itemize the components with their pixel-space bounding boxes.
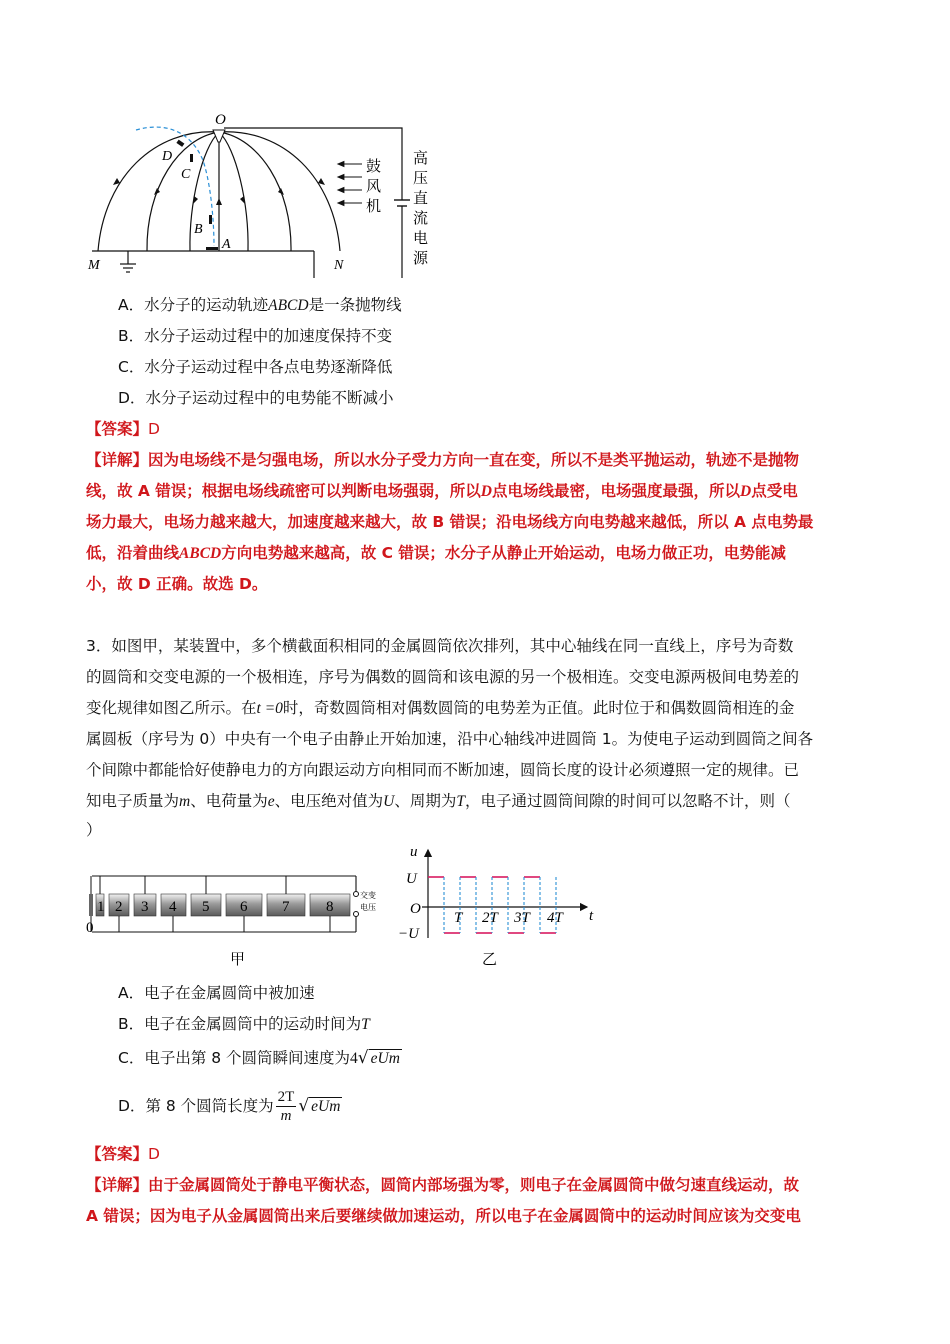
q3-stem-line-7: ） [86, 821, 102, 839]
tube-label-6: 6 [240, 899, 248, 915]
q2-detail-line-1: 【详解】因为电场线不是匀强电场，所以水分子受力方向一直在变，所以不是类平抛运动，轨迹不是抛物 [86, 451, 800, 469]
sqrt-symbol-d: √ [298, 1096, 310, 1116]
q3-stem-line-6: 知电子质量为m、电荷量为e、电压绝对值为U、周期为T，电子通过圆筒间隙的时间可以忽略不计，则（ [86, 792, 791, 810]
q2-option-b: B．水分子运动过程中的加速度保持不变 [118, 327, 393, 345]
q3-stem-line-1: 3．如图甲，某装置中，多个横截面积相同的金属圆筒依次排列，其中心轴线在同一直线上，序号为奇数 [86, 637, 794, 655]
tube-label-4: 4 [169, 899, 177, 915]
tick-label-3T: 3T [514, 910, 530, 926]
label-source-2: 压 [413, 169, 429, 187]
tick-label-4T: 4T [547, 910, 563, 926]
label-source-6: 源 [413, 249, 429, 267]
tube-label-8: 8 [326, 899, 334, 915]
label-N: N [334, 258, 344, 273]
q3-stem-line-3: 变化规律如图乙所示。在t =0时，奇数圆筒相对偶数圆筒的电势差为正值。此时位于和偶数圆筒相连的金 [86, 699, 795, 717]
label-C: C [181, 167, 191, 182]
axis-label-u: u [410, 844, 418, 860]
label-A: A [222, 237, 231, 252]
axis-label-t: t [589, 908, 594, 924]
label-B: B [194, 222, 203, 237]
label-source-4: 流 [413, 209, 429, 227]
q3-option-b: B．电子在金属圆筒中的运动时间为T [118, 1015, 370, 1033]
ac-voltage-label-1: 交变 [360, 891, 376, 900]
q2-detail-line-3: 场力最大，电场力越来越大，加速度越来越大，故 B 错误；沿电场线方向电势越来越低，所以 A 点电势最 [86, 513, 814, 531]
q3-option-a: A．电子在金属圆筒中被加速 [118, 984, 315, 1002]
q3-detail-line-1: 【详解】由于金属圆筒处于静电平衡状态，圆筒内部场强为零，则电子在金属圆筒中做匀速直线运动，故 [86, 1176, 800, 1194]
sqrt-symbol-c: √ [357, 1048, 369, 1068]
tube-label-2: 2 [115, 899, 123, 915]
q3-option-d: D．第 8 个圆筒长度为 $\frac{2T}{m}$ √ eUm [118, 1089, 341, 1124]
figure-caption-yi: 乙 [482, 950, 498, 968]
label-O: O [215, 112, 226, 128]
figure-caption-jia: 甲 [230, 950, 246, 968]
label-M: M [88, 258, 100, 273]
q3-detail-line-2: A 错误；因为电子从金属圆筒出来后要继续做加速运动，所以电子在金属圆筒中的运动时间应该为交变电 [86, 1207, 801, 1225]
label-origin-O: O [410, 901, 421, 917]
plate-zero-label: 0 [86, 920, 94, 936]
tube-label-7: 7 [282, 899, 290, 915]
label-neg-U: −U [398, 926, 419, 942]
q3-stem-line-5: 个间隙中都能恰好使静电力的方向跟运动方向相同而不断加速，圆筒长度的设计必须遵照一定的规律。已 [86, 761, 800, 779]
q2-option-a: A．水分子的运动轨迹ABCD是一条抛物线 [118, 296, 402, 314]
drift-tube-figure [84, 858, 384, 978]
label-source-1: 高 [413, 149, 429, 167]
electric-field-figure [84, 108, 444, 278]
q3-answer: 【答案】D [86, 1145, 160, 1163]
ac-voltage-label-2: 电压 [360, 903, 376, 912]
q2-answer: 【答案】D [86, 420, 160, 438]
q2-option-c: C．水分子运动过程中各点电势逐渐降低 [118, 358, 393, 376]
tick-label-T: T [454, 910, 463, 926]
q2-option-d: D．水分子运动过程中的电势能不断减小 [118, 389, 394, 407]
tick-label-2T: 2T [482, 910, 498, 926]
q3-stem-line-4: 属圆板（序号为 0）中央有一个电子由静止开始加速，沿中心轴线冲进圆筒 1。为使电子运动到圆筒之间各 [86, 730, 814, 748]
label-D: D [162, 149, 173, 164]
label-blower-2: 风 [366, 177, 382, 195]
tube-label-1: 1 [97, 899, 105, 915]
q2-detail-line-2: 线，故 A 错误；根据电场线疏密可以判断电场强弱，所以D点电场线最密，电场强度最强，所以D点受电 [86, 482, 798, 500]
label-blower-1: 鼓 [366, 157, 382, 175]
q3-option-c: C．电子出第 8 个圆筒瞬间速度为4√ eUm [118, 1048, 400, 1068]
label-blower-3: 机 [366, 197, 382, 215]
fraction-2t-over-m: $\frac{2T}{m}$ [277, 1089, 295, 1124]
label-U: U [406, 871, 417, 887]
q2-detail-line-5: 小，故 D 正确。故选 D。 [86, 575, 268, 593]
q2-detail-line-4: 低，沿着曲线ABCD方向电势越来越高，故 C 错误；水分子从静止开始运动，电场力做正功，电势能减 [86, 544, 786, 562]
label-source-5: 电 [413, 229, 429, 247]
label-source-3: 直 [413, 189, 429, 207]
tube-label-3: 3 [141, 899, 149, 915]
q3-stem-line-2: 的圆筒和交变电源的一个极相连，序号为偶数的圆筒和该电源的另一个极相连。交变电源两极间电势差的 [86, 668, 800, 686]
tube-label-5: 5 [202, 899, 210, 915]
square-wave-figure [392, 838, 612, 978]
